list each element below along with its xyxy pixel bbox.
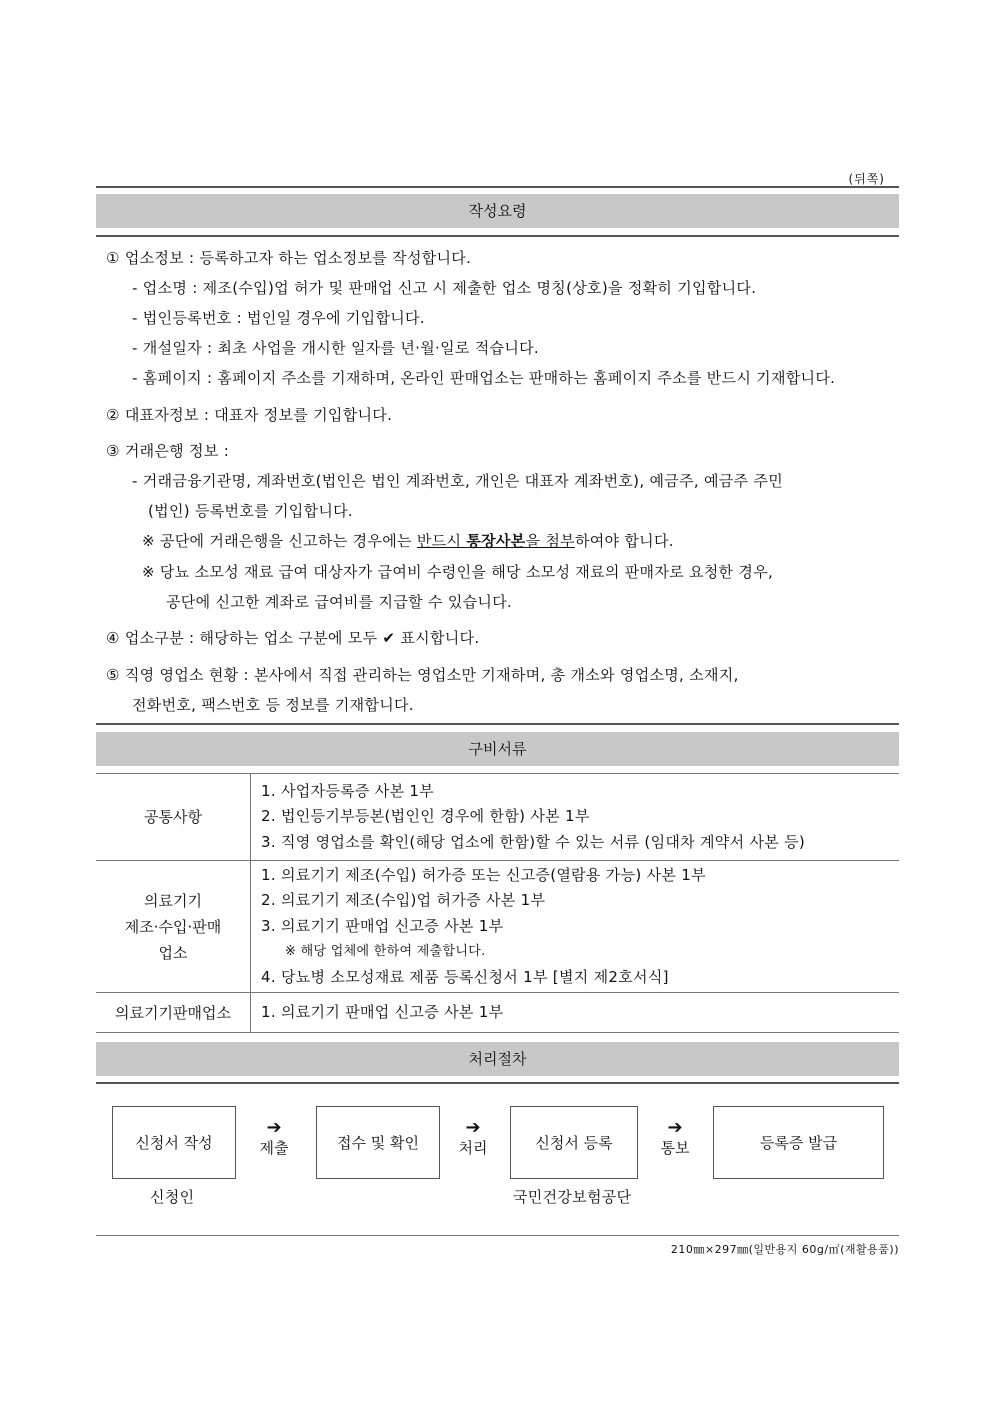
doc-item: 1. 의료기기 판매업 신고증 사본 1부 <box>261 1002 504 1021</box>
arrow-right-icon: ➔ <box>465 1117 481 1138</box>
section-title-procedure: 처리절차 <box>96 1042 899 1076</box>
doc-item: 1. 사업자등록증 사본 1부 <box>261 781 435 800</box>
required-docs-table <box>96 773 899 1033</box>
guide-subitem-business-name: - 업소명 : 제조(수입)업 허가 및 판매업 신고 시 제출한 업소 명칭(상호)을 정확히 기입합니다. <box>132 279 757 297</box>
back-side-label: (뒤쪽) <box>848 172 885 186</box>
category-manufacturer <box>96 861 251 993</box>
guide-subitem-bank-fields-cont: (법인) 등록번호를 기입합니다. <box>148 502 353 520</box>
doc-item: 4. 당뇨병 소모성재료 제품 등록신청서 1부 [별지 제2호서식] <box>261 967 669 986</box>
note-text: ※ 공단에 거래은행을 신고하는 경우에는 <box>142 532 417 550</box>
guide-item-representative: ② 대표자정보 : 대표자 정보를 기입합니다. <box>106 406 393 424</box>
guide-note-diabetes: ※ 당뇨 소모성 재료 급여 대상자가 급여비 수령인을 해당 소모성 재료의 판매자로 요청한 경우, <box>142 563 774 581</box>
step-application-write: 신청서 작성 <box>112 1106 236 1179</box>
step-certificate-issue: 등록증 발급 <box>713 1106 884 1179</box>
section-title-required-docs: 구비서류 <box>96 732 899 766</box>
arrow-notify <box>655 1118 695 1158</box>
step-application-register: 신청서 등록 <box>510 1106 638 1179</box>
category-label-line: 의료기기 <box>144 891 202 910</box>
guide-note-diabetes-cont: 공단에 신고한 계좌로 급여비를 지급할 수 있습니다. <box>166 593 513 611</box>
category-items <box>251 861 900 993</box>
note-text: 하여야 합니다. <box>574 532 674 550</box>
doc-item: 1. 의료기기 제조(수입) 허가증 또는 신고증(열람용 가능) 사본 1부 <box>261 865 706 884</box>
guide-item-business-info: ① 업소정보 : 등록하고자 하는 업소정보를 작성합니다. <box>106 249 472 267</box>
step-receive-confirm: 접수 및 확인 <box>316 1106 440 1179</box>
divider <box>96 723 899 725</box>
divider <box>96 186 899 188</box>
table-row <box>96 774 899 861</box>
doc-item: 3. 직영 영업소를 확인(해당 업소에 한함)할 수 있는 서류 (임대차 계약서 사본 등) <box>261 832 806 851</box>
actor-agency: 국민건강보험공단 <box>513 1188 632 1206</box>
category-label-line: 제조·수입·판매 <box>124 917 222 936</box>
category-common: 공통사항 <box>96 774 251 861</box>
guide-subitem-corp-number: - 법인등록번호 : 법인일 경우에 기입합니다. <box>132 309 425 327</box>
table-row <box>96 861 899 993</box>
category-seller: 의료기기판매업소 <box>96 993 251 1033</box>
doc-item: 2. 의료기기 제조(수입)업 허가증 사본 1부 <box>261 891 546 910</box>
category-items <box>251 774 900 861</box>
divider <box>96 235 899 237</box>
category-items <box>251 993 900 1033</box>
guide-subitem-bank-fields: - 거래금융기관명, 계좌번호(법인은 법인 계좌번호, 개인은 대표자 계좌번호), 예금주, 예금주 주민 <box>132 472 783 490</box>
divider <box>96 1235 899 1236</box>
arrow-right-icon: ➔ <box>266 1117 282 1138</box>
guide-item-branch-status-cont: 전화번호, 팩스번호 등 정보를 기재합니다. <box>132 696 414 714</box>
arrow-label: 처리 <box>458 1139 488 1157</box>
note-underlined: 을 첨부 <box>525 532 575 550</box>
arrow-label: 제출 <box>259 1139 289 1157</box>
paper-spec: 210㎜×297㎜(일반용지 60g/㎡(재활용품)) <box>670 1243 899 1256</box>
guide-note-bankbook <box>142 530 674 551</box>
arrow-submit <box>254 1118 294 1158</box>
divider <box>96 1082 899 1084</box>
arrow-label: 통보 <box>660 1139 690 1157</box>
guide-item-bank-info: ③ 거래은행 정보 : <box>106 442 230 460</box>
guide-item-business-type: ④ 업소구분 : 해당하는 업소 구분에 모두 ✔ 표시합니다. <box>106 629 480 647</box>
table-row <box>96 993 899 1033</box>
guide-subitem-open-date: - 개설일자 : 최초 사업을 개시한 일자를 년·월·일로 적습니다. <box>132 339 539 357</box>
doc-item-note: ※ 해당 업체에 한하여 제출합니다. <box>285 944 486 960</box>
note-bankbook-copy: 통장사본 <box>466 532 526 550</box>
arrow-right-icon: ➔ <box>667 1117 683 1138</box>
guide-item-branch-status: ⑤ 직영 영업소 현황 : 본사에서 직접 관리하는 영업소만 기재하며, 총 개소와 영업소명, 소재지, <box>106 666 739 684</box>
guide-subitem-homepage: - 홈페이지 : 홈페이지 주소를 기재하며, 온라인 판매업소는 판매하는 홈페이지 주소를 반드시 기재합니다. <box>132 369 836 387</box>
arrow-process <box>453 1118 493 1158</box>
doc-item: 3. 의료기기 판매업 신고증 사본 1부 <box>261 916 504 935</box>
actor-applicant: 신청인 <box>150 1188 195 1206</box>
section-title-writing-guide: 작성요령 <box>96 194 899 228</box>
category-label-line: 업소 <box>158 943 188 962</box>
doc-item: 2. 법인등기부등본(법인인 경우에 한함) 사본 1부 <box>261 807 590 826</box>
note-underlined: 반드시 <box>416 532 467 550</box>
